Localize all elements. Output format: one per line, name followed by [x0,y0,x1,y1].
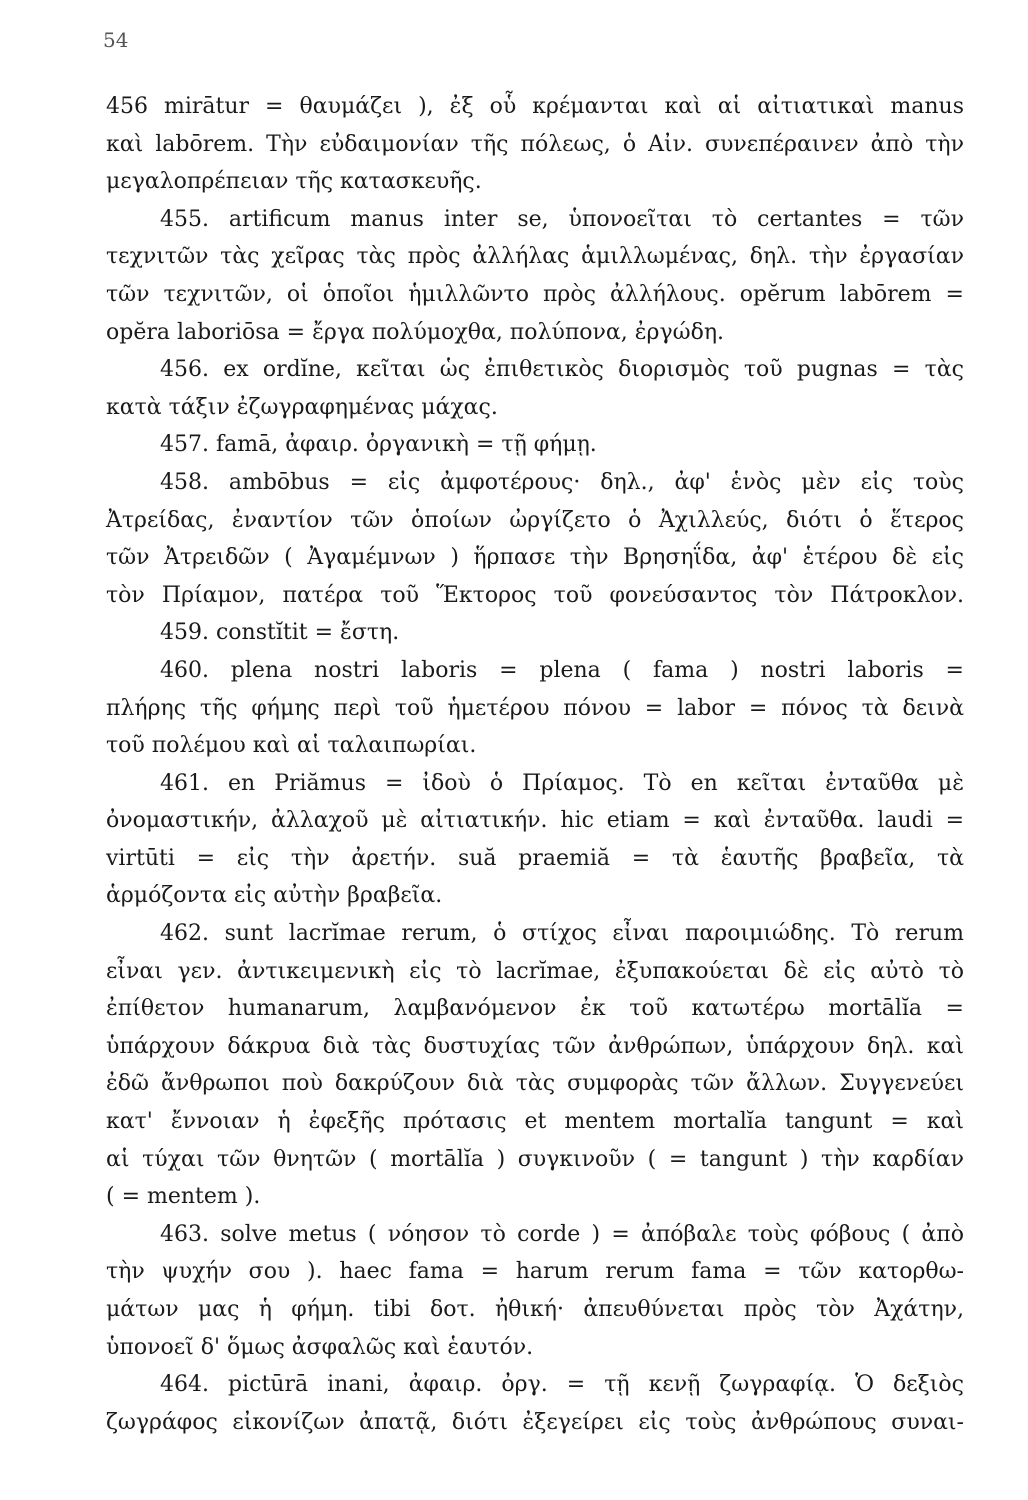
text-line: ὀνομαστικήν, ἀλλαχοῦ μὲ αἰτιατικήν. hic etiam = καὶ ἐνταῦθα. laudi = [106,808,964,834]
text-line: μεγαλοπρέπειαν τῆς κατασκευῆς. [106,169,482,195]
text-line: τὸν Πρίαμον, πατέρα τοῦ Ἕκτορος τοῦ φονεύσαντος τὸν Πάτροκλον. [106,582,964,608]
page-body-text [106,88,964,1441]
text-line: 463. solve metus ( νόησον τὸ corde ) = ἀπόβαλε τοὺς φόβους ( ἀπὸ [160,1221,964,1247]
text-line: πλήρης τῆς φήμης περὶ τοῦ ἡμετέρου πόνου = labor = πόνος τὰ δεινὰ [106,695,964,721]
text-line: καὶ labōrem. Τὴν εὐδαιμονίαν τῆς πόλεως, ὁ Αἰν. συνεπέραινεν ἀπὸ τὴν [106,131,964,157]
text-line: 461. en Priămus = ἰδοὺ ὁ Πρίαμος. Τὸ en κεῖται ἐνταῦθα μὲ [160,770,964,796]
text-line: εἶναι γεν. ἀντικειμενικὴ εἰς τὸ lacrĭmae, ἐξυπακούεται δὲ εἰς αὐτὸ τὸ [106,958,964,984]
text-line: 456 mirātur = θαυμάζει ), ἐξ οὗ κρέμανται καὶ αἱ αἰτιατικαὶ manus [106,94,964,119]
text-line: 462. sunt lacrĭmae rerum, ὁ στίχος εἶναι παροιμιώδης. Τὸ rerum [160,921,964,947]
text-line: μάτων μας ἡ φήμη. tibi δοτ. ἠθική· ἀπευθύνεται πρὸς τὸν Ἀχάτην, [106,1297,964,1322]
text-line: ὑπάρχουν δάκρυα διὰ τὰς δυστυχίας τῶν ἀνθρώπων, ὑπάρχουν δηλ. καὶ [106,1033,964,1059]
text-line: κατ' ἔννοιαν ἡ ἐφεξῆς πρότασις et mentem mortalĭa tangunt = καὶ [106,1109,964,1135]
text-line: Ἀτρείδας, ἐναντίον τῶν ὁποίων ὠργίζετο ὁ Ἀχιλλεύς, διότι ὁ ἕτερος [106,507,964,533]
text-line: opĕra laboriōsa = ἔργα πολύμοχθα, πολύπονα, ἐργώδη. [106,319,724,345]
text-line: 464. pictūrā inani, ἀφαιρ. ὀργ. = τῇ κενῇ ζωγραφίᾳ. Ὁ δεξιὸς [160,1372,964,1398]
text-line: ἐδῶ ἄνθρωποι ποὺ δακρύζουν διὰ τὰς συμφορὰς τῶν ἄλλων. Συγγενεύει [106,1071,964,1097]
text-line: τῶν τεχνιτῶν, οἱ ὁποῖοι ἡμιλλῶντο πρὸς ἀλλήλους. opĕrum labōrem = [106,281,964,307]
text-line: τοῦ πολέμου καὶ αἱ ταλαιπωρίαι. [106,733,477,759]
text-line: 458. ambōbus = εἰς ἀμφοτέρους· δηλ., ἀφ' ἑνὸς μὲν εἰς τοὺς [160,469,964,495]
text-line: ζωγράφος εἰκονίζων ἀπατᾷ, διότι ἐξεγείρει εἰς τοὺς ἀνθρώπους συναι- [106,1409,964,1435]
text-line: virtūti = εἰς τὴν ἀρετήν. suă praemiă = τὰ ἑαυτῆς βραβεῖα, τὰ [106,845,964,871]
text-line: ὑπονοεῖ δ' ὅμως ἀσφαλῶς καὶ ἑαυτόν. [106,1334,534,1360]
text-line: κατὰ τάξιν ἐζωγραφημένας μάχας. [106,394,498,420]
text-line: 457. famā, ἀφαιρ. ὀργανικὴ = τῇ φήμῃ. [160,432,597,458]
text-line: 460. plena nostri laboris = plena ( fama ) nostri laboris = [160,657,964,683]
text-line: τῶν Ἀτρειδῶν ( Ἀγαμέμνων ) ἥρπασε τὴν Βρησηΐδα, ἀφ' ἑτέρου δὲ εἰς [106,545,964,571]
text-line: 455. artificum manus inter se, ὑπονοεῖται τὸ certantes = τῶν [160,206,964,232]
page-number: 54 [103,28,129,52]
text-line: 459. constĭtit = ἔστη. [160,620,400,646]
text-line: ἐπίθετον humanarum, λαμβανόμενον ἐκ τοῦ κατωτέρω mortālĭa = [106,996,964,1022]
text-line: 456. ex ordĭne, κεῖται ὡς ἐπιθετικὸς διορισμὸς τοῦ pugnas = τὰς [160,357,964,383]
text-line: αἱ τύχαι τῶν θνητῶν ( mortālĭa ) συγκινοῦν ( = tangunt ) τὴν καρδίαν [106,1146,964,1172]
text-line: τὴν ψυχήν σου ). haec fama = harum rerum fama = τῶν κατορθω- [106,1259,964,1285]
text-line: ἁρμόζοντα εἰς αὐτὴν βραβεῖα. [106,883,443,909]
text-line: τεχνιτῶν τὰς χεῖρας τὰς πρὸς ἀλλήλας ἁμιλλωμένας, δηλ. τὴν ἐργασίαν [106,244,964,270]
text-line: ( = mentem ). [106,1184,261,1210]
